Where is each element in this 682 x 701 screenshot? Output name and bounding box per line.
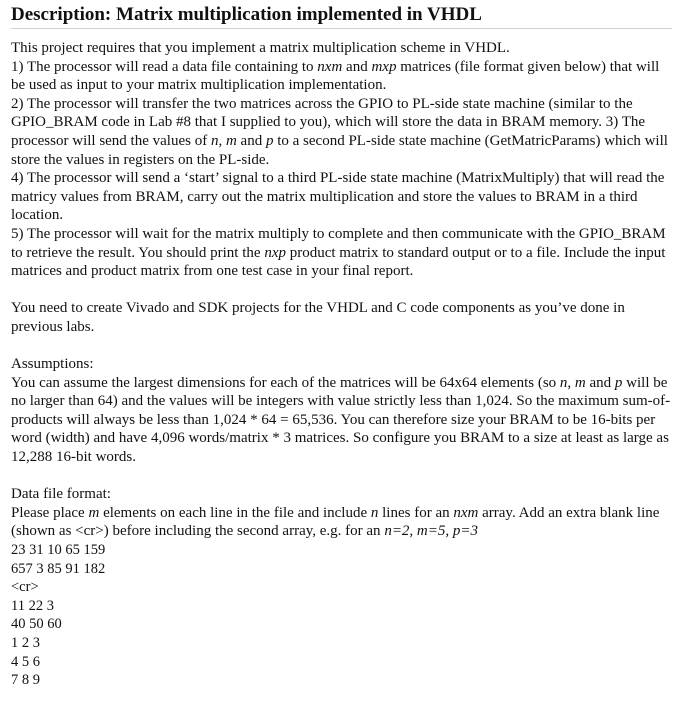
intro-step-4: 4) The processor will send a ‘start’ signal to a third PL-side state machine (MatrixMultiply) that will read the matricy values from BRAM, carry out the matrix multiplication and store the values to BRAM in a third location. [11, 170, 665, 224]
format-body: Please place m elements on each line in the file and include n lines for an nxm array. Add an extra blank line (shown as <cr>) before including the second array, e.g. for an n=2, m=5, p=3 [11, 504, 660, 540]
data-line: <cr> [11, 579, 39, 596]
vivado-section [11, 299, 672, 336]
assumptions-body: You can assume the largest dimensions for each of the matrices will be 64x64 elements (so n, m and p will be no larger than 64) and the values will be integers with value strictly less than 1,024. So the maximum sum-of-products will always be less than 1,024 * 64 = 65,536. You can therefore size your BRAM to be 16-bits per word (width) and have 4,096 words/matrix * 3 matrices. So configure you BRAM to a size at least as large as 12,288 16-bit words. [11, 374, 671, 466]
data-line: 40 50 60 [11, 616, 62, 633]
intro-p0: This project requires that you implement a matrix multiplication scheme in VHDL. [11, 40, 510, 56]
assumptions-heading: Assumptions: [11, 356, 94, 373]
data-line: 1 2 3 [11, 635, 40, 651]
intro-step-5: 5) The processor will wait for the matrix multiply to complete and then communicate with the GPIO_BRAM to retrieve the result. You should print the nxp product matrix to standard output or to a file. Include the input matrices and product matrix from one test case in your final report. [11, 225, 666, 280]
page-title: Description: Matrix multiplication implemented in VHDL [11, 4, 672, 29]
format-section [11, 485, 672, 690]
data-line: 11 22 3 [11, 597, 54, 614]
data-line: 23 31 10 65 159 [11, 542, 106, 559]
intro-step-1: 1) The processor will read a data file containing to nxm and mxp matrices (file format given below) that will be used as input to your matrix multiplication implementation. [11, 58, 660, 94]
vivado-paragraph: You need to create Vivado and SDK projects for the VHDL and C code components as you’ve done in previous labs. [11, 300, 625, 335]
format-heading: Data file format: [11, 486, 111, 503]
assumptions-section [11, 355, 672, 467]
data-line: 657 3 85 91 182 [11, 560, 106, 577]
data-line: 7 8 9 [11, 672, 40, 689]
intro-step-2-3: 2) The processor will transfer the two matrices across the GPIO to PL-side state machine (similar to the GPIO_BRAM code in Lab #8 that I supplied to you), which will store the data in BRAM memory. 3) The processor will send the values of n, m and p to a second PL-side state machine (GetMatricParams) which will store the values in registers on the PL-side. [11, 95, 668, 168]
data-line: 4 5 6 [11, 653, 40, 670]
intro-section [11, 39, 672, 281]
